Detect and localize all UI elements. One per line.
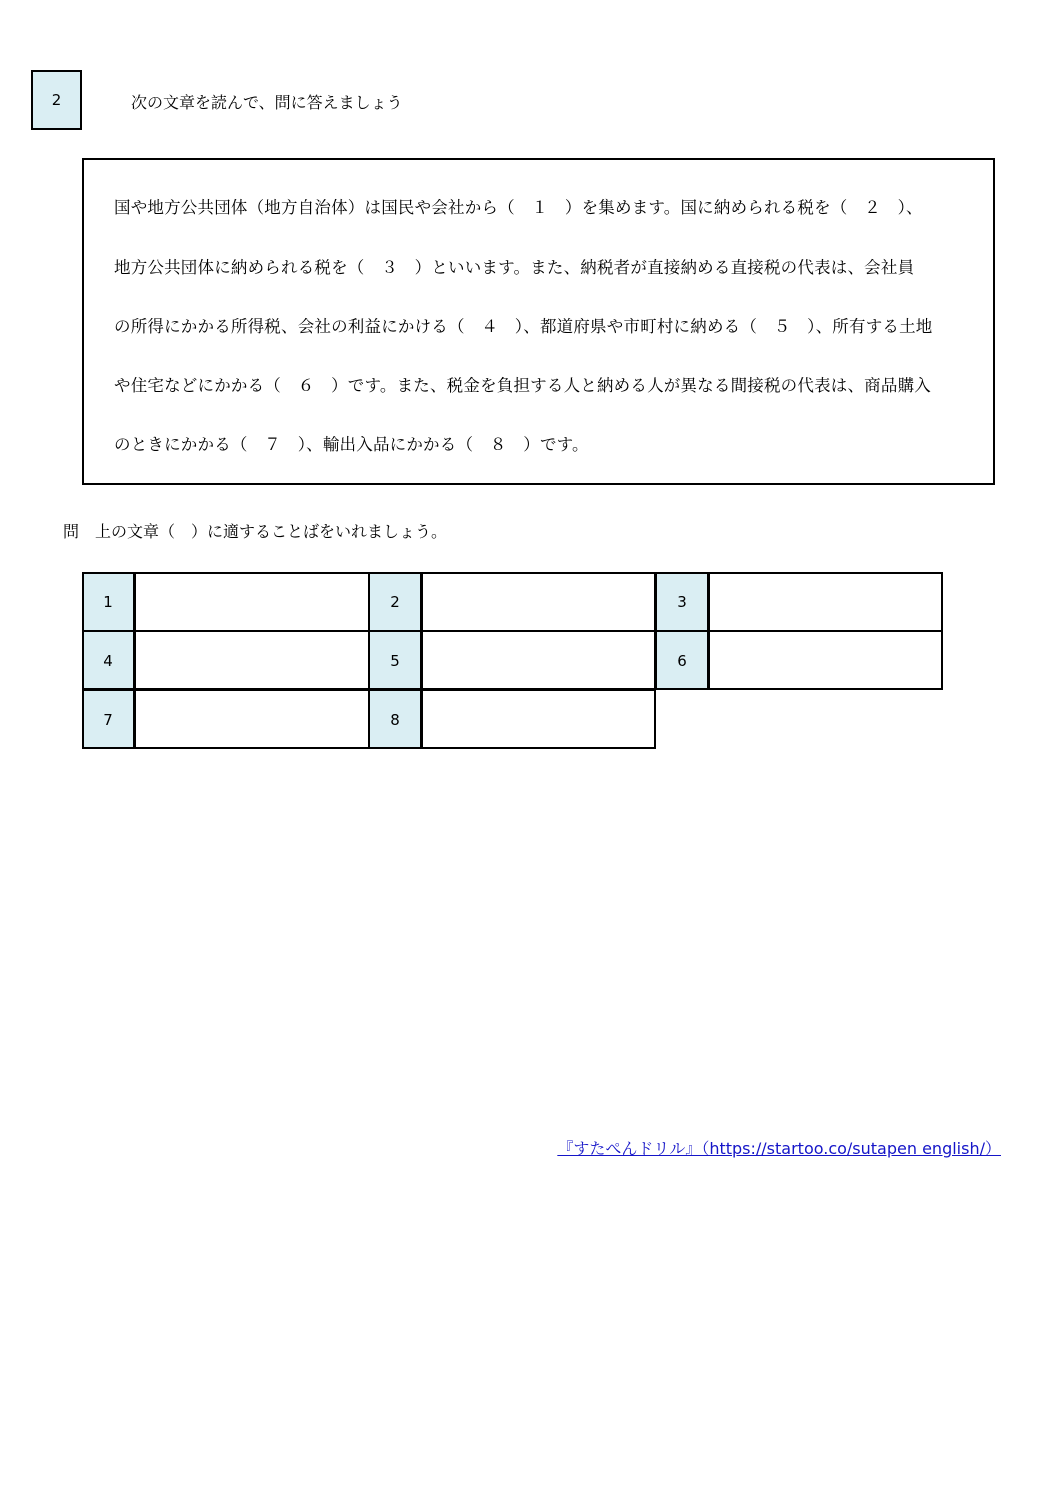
passage-line: のときにかかる（ ７ ）、輸出入品にかかる（ ８ ）です。 [114, 435, 589, 454]
answer-field[interactable] [134, 690, 369, 749]
answer-number: 4 [103, 651, 113, 670]
answer-number-cell [656, 631, 708, 690]
passage-box [82, 158, 995, 485]
answer-number: 5 [390, 651, 400, 670]
answer-number-cell [82, 572, 134, 631]
answer-number: 7 [103, 710, 113, 729]
answer-field[interactable] [708, 631, 943, 690]
answer-number: 6 [677, 651, 687, 670]
answer-field[interactable] [134, 631, 369, 690]
passage-line: や住宅などにかかる（ ６ ）です。また、税金を負担する人と納める人が異なる間接税の代表は、商品購入 [114, 376, 931, 395]
answer-number-cell [369, 572, 421, 631]
question-text: 上の文章（ ）に適することばをいれましょう。 [95, 522, 448, 541]
answer-number-cell [369, 690, 421, 749]
passage-line: 地方公共団体に納められる税を（ ３ ）といいます。また、納税者が直接納める直接税の代表は、会社員 [114, 258, 915, 277]
answer-field[interactable] [421, 631, 656, 690]
answer-number-cell [82, 631, 134, 690]
answer-field[interactable] [134, 572, 369, 631]
question-label: 問 [63, 522, 80, 541]
instruction-text: 次の文章を読んで、問に答えましょう [131, 93, 403, 112]
question-prompt [63, 519, 447, 542]
question-number-box [31, 70, 82, 130]
answer-number: 8 [390, 710, 400, 729]
answer-number-cell [82, 690, 134, 749]
answer-number-cell [656, 572, 708, 631]
answer-field[interactable] [421, 690, 656, 749]
footer-source-link[interactable]: 『すたぺんドリル』（https://startoo.co/sutapen english/） [557, 1139, 1001, 1158]
passage-line: の所得にかかる所得税、会社の利益にかける（ ４ ）、都道府県や市町村に納める（ ５ ）、所有する土地 [114, 317, 933, 336]
answer-number-cell [369, 631, 421, 690]
answer-field[interactable] [421, 572, 656, 631]
question-number: 2 [51, 91, 62, 109]
answer-number: 1 [103, 592, 113, 611]
answer-number: 2 [390, 592, 400, 611]
answer-table [82, 572, 943, 749]
passage-line: 国や地方公共団体（地方自治体）は国民や会社から（ １ ）を集めます。国に納められる税を（ ２ ）、 [114, 198, 923, 217]
answer-number: 3 [677, 592, 687, 611]
answer-field[interactable] [708, 572, 943, 631]
